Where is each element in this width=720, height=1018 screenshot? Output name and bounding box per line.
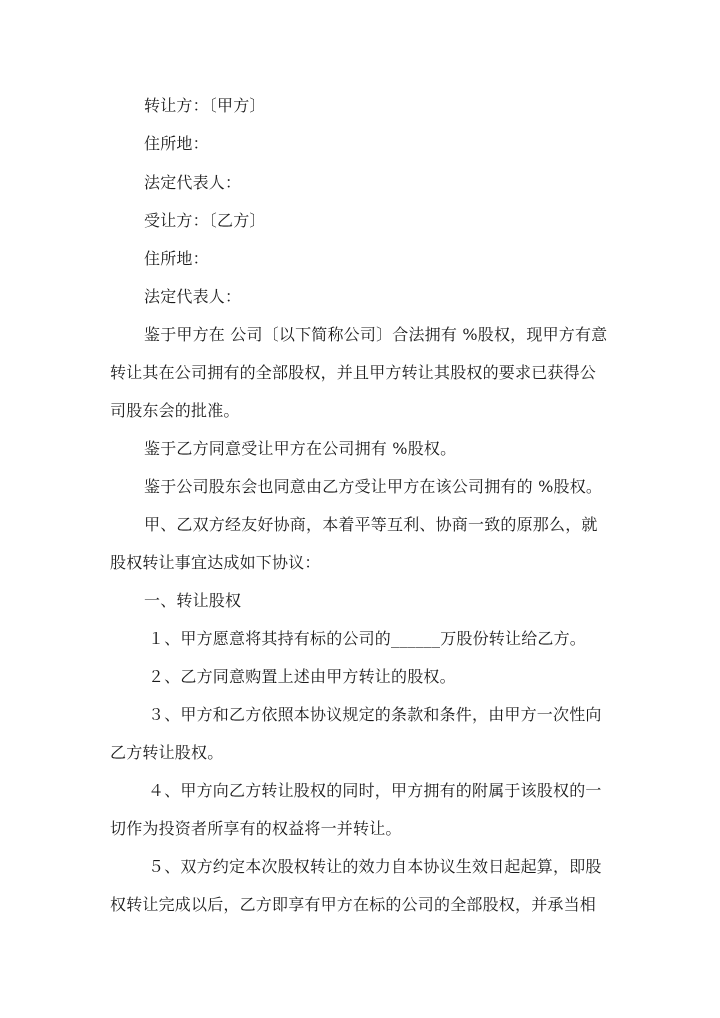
clause-5-line-2: 权转让完成以后，乙方即享有甲方在标的公司的全部股权，并承当相 <box>110 895 597 914</box>
recital-1-line-1: 鉴于甲方在 公司〔以下简称公司〕合法拥有 %股权，现甲方有意 <box>144 325 608 344</box>
clause-1-line: １、甲方愿意将其持有标的公司的______万股份转让给乙方。 <box>148 629 587 648</box>
clause-5-line-1: ５、双方约定本次股权转让的效力自本协议生效日起起算，即股 <box>148 857 602 876</box>
recital-4-line-2: 股权转让事宜达成如下协议： <box>110 553 321 572</box>
recital-3-line: 鉴于公司股东会也同意由乙方受让甲方在该公司拥有的 %股权。 <box>144 477 603 496</box>
transferee-address-line: 住所地： <box>144 249 209 268</box>
recital-1-line-2: 转让其在公司拥有的全部股权，并且甲方转让其股权的要求已获得公 <box>110 363 597 382</box>
clause-3-line-1: ３、甲方和乙方依照本协议规定的条款和条件，由甲方一次性向 <box>148 705 602 724</box>
clause-3-line-2: 乙方转让股权。 <box>110 743 224 762</box>
section-heading: 一、转让股权 <box>144 591 242 610</box>
transferee-line: 受让方：〔乙方〕 <box>144 211 266 230</box>
recital-2-line: 鉴于乙方同意受让甲方在公司拥有 %股权。 <box>144 439 457 458</box>
clause-4-line-1: ４、甲方向乙方转让股权的同时，甲方拥有的附属于该股权的一 <box>148 781 602 800</box>
clause-4-line-2: 切作为投资者所享有的权益将一并转让。 <box>110 819 402 838</box>
transferor-address-line: 住所地： <box>144 134 209 153</box>
clause-2-line: ２、乙方同意购置上述由甲方转让的股权。 <box>148 667 456 686</box>
transferee-representative-line: 法定代表人： <box>144 287 242 306</box>
transferor-representative-line: 法定代表人： <box>144 173 242 192</box>
transferor-line: 转让方：〔甲方〕 <box>144 96 266 115</box>
recital-1-line-3: 司股东会的批准。 <box>110 401 240 420</box>
recital-4-line-1: 甲、乙双方经友好协商，本着平等互利、协商一致的原那么，就 <box>144 515 598 534</box>
